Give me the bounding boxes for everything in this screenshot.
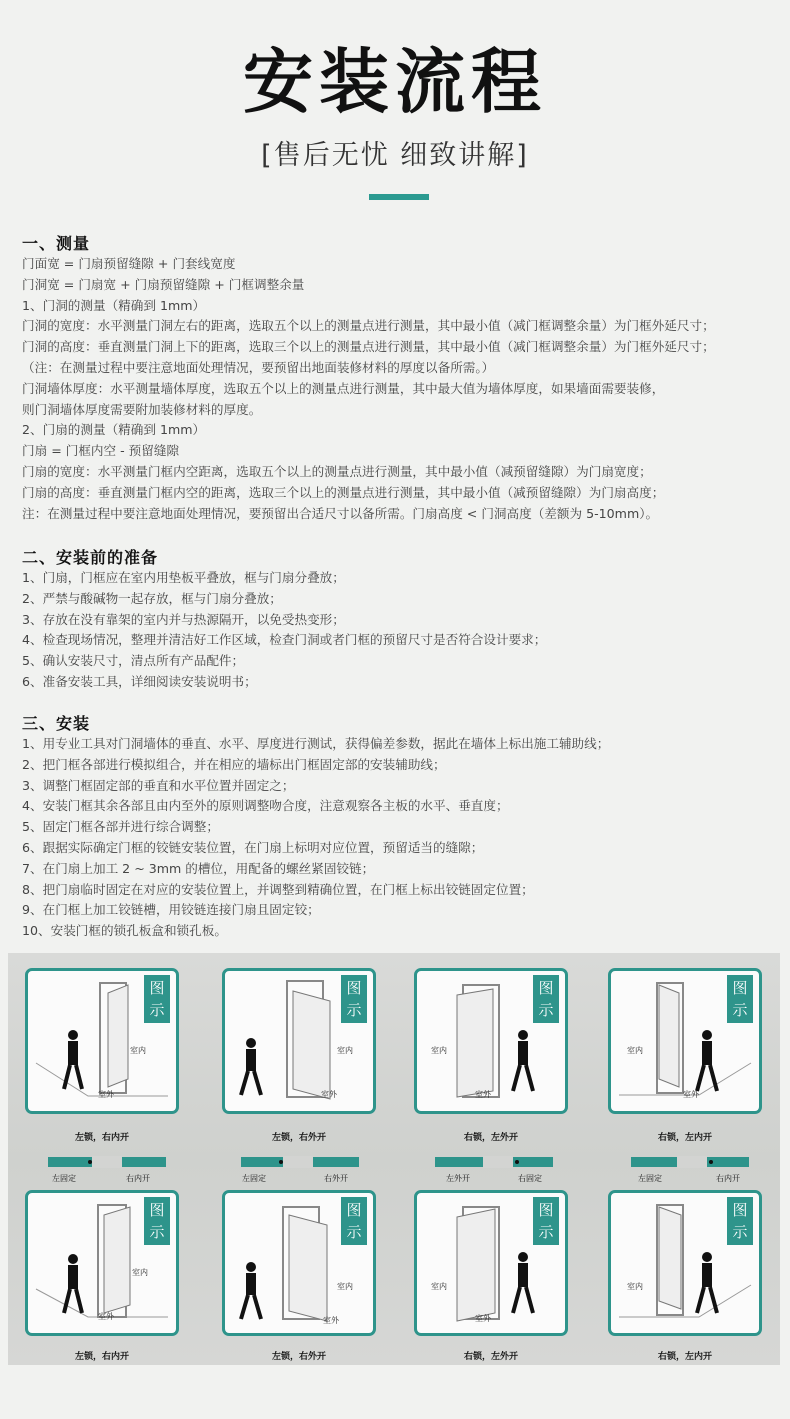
illustration-badge: 图 示 <box>144 1197 170 1245</box>
text-line: 4、检查现场情况，整理并清洁好工作区域，检查门洞或者门框的预留尺寸是否符合设计要求； <box>22 632 547 648</box>
page-title: 安装流程 <box>243 41 547 123</box>
text-line: 门面宽 = 门扇预留缝隙 + 门套线宽度 <box>22 256 236 271</box>
door-diagram-card <box>25 1190 179 1336</box>
door-plan-view <box>435 1157 553 1167</box>
illustration-badge: 图 示 <box>533 975 559 1023</box>
text-line: 6、准备安装工具，详细阅读安装说明书； <box>22 673 257 689</box>
room-inside-label: 室内 <box>337 1282 353 1291</box>
door-diagram-panel <box>8 953 780 1365</box>
diagram-caption: 左锁，右内开 <box>74 1352 129 1362</box>
door-diagram-card <box>414 968 568 1114</box>
text-line: 2、门扇的测量（精确到 1mm） <box>22 422 206 438</box>
room-inside-label: 室内 <box>627 1282 643 1291</box>
door-diagram-card <box>222 968 376 1114</box>
door-plan-view <box>241 1157 359 1167</box>
text-line: 1、门扇，门框应在室内用垫板平叠放，框与门扇分叠放； <box>22 570 345 585</box>
text-line: 则门洞墙体厚度需要附加装修材料的厚度。 <box>22 401 262 417</box>
illustration-badge: 图 示 <box>341 1197 367 1245</box>
text-line: 门洞墙体厚度：水平测量墙体厚度，选取五个以上的测量点进行测量，其中最大值为墙体厚度，如果墙面需要装修， <box>22 380 665 396</box>
text-line: 门扇的宽度：水平测量门框内空距离，选取五个以上的测量点进行测量，其中最小值（减预留缝隙）为门扇宽度； <box>22 463 652 479</box>
illustration-badge: 图 示 <box>341 975 367 1023</box>
room-inside-label: 室内 <box>431 1046 447 1055</box>
room-inside-label: 室内 <box>132 1268 148 1277</box>
section-heading: 三、安装 <box>22 714 91 733</box>
plan-left-label: 左固定 <box>638 1174 662 1183</box>
room-outside-label: 室外 <box>321 1090 337 1099</box>
plan-right-label: 右外开 <box>324 1174 348 1183</box>
room-outside-label: 室外 <box>323 1316 339 1325</box>
diagram-caption: 右锁，左外开 <box>463 1352 518 1362</box>
page-subtitle: [售后无忧 细致讲解] <box>261 140 529 171</box>
room-outside-label: 室外 <box>475 1314 491 1323</box>
illustration-badge: 图 示 <box>727 975 753 1023</box>
plan-left-label: 左固定 <box>52 1174 76 1183</box>
plan-left-label: 左固定 <box>242 1174 266 1183</box>
room-inside-label: 室内 <box>337 1046 353 1055</box>
diagram-caption: 右锁，左内开 <box>657 1133 712 1143</box>
text-line: 门洞的宽度：水平测量门洞左右的距离，选取五个以上的测量点进行测量，其中最小值（减门框调整余量）为门框外延尺寸； <box>22 318 715 334</box>
door-diagram-card <box>414 1190 568 1336</box>
plan-right-label: 右内开 <box>716 1174 740 1183</box>
text-line: 4、安装门框其余各部且由内至外的原则调整吻合度，注意观察各主板的水平、垂直度； <box>22 798 509 814</box>
text-line: 门扇 = 门框内空 - 预留缝隙 <box>22 443 180 459</box>
diagram-caption: 右锁，左内开 <box>657 1352 712 1362</box>
text-line: 3、存放在没有靠架的室内并与热源隔开，以免受热变形； <box>22 611 345 627</box>
section-measure <box>22 234 782 524</box>
text-line: 3、调整门框固定部的垂直和水平位置并固定之； <box>22 777 295 793</box>
text-line: 1、门洞的测量（精确到 1mm） <box>22 297 206 313</box>
door-plan-view <box>631 1157 749 1167</box>
illustration-badge: 图 示 <box>144 975 170 1023</box>
door-plan-view <box>48 1157 166 1167</box>
text-line: （注：在测量过程中要注意地面处理情况，要预留出地面装修材料的厚度以备所需。） <box>22 359 495 375</box>
section-heading: 一、测量 <box>22 234 91 253</box>
text-line: 门洞的高度：垂直测量门洞上下的距离，选取三个以上的测量点进行测量，其中最小值（减门框调整余量）为门框外延尺寸； <box>22 339 715 355</box>
illustration-badge: 图 示 <box>727 1197 753 1245</box>
text-line: 5、固定门框各部并进行综合调整； <box>22 819 219 835</box>
section-preparation <box>22 548 782 693</box>
plan-right-label: 右内开 <box>126 1174 150 1183</box>
text-line: 9、在门框上加工铰链槽，用铰链连接门扇且固定铰； <box>22 902 320 918</box>
text-line: 门洞宽 = 门扇宽 + 门扇预留缝隙 + 门框调整余量 <box>22 276 305 292</box>
door-diagram-card <box>222 1190 376 1336</box>
door-diagram-card <box>608 1190 762 1336</box>
room-outside-label: 室外 <box>98 1090 114 1099</box>
room-outside-label: 室外 <box>98 1312 114 1321</box>
room-outside-label: 室外 <box>683 1090 699 1099</box>
door-diagram-card <box>608 968 762 1114</box>
section-heading: 二、安装前的准备 <box>22 548 159 567</box>
room-inside-label: 室内 <box>130 1046 146 1055</box>
text-line: 7、在门扇上加工 2 ~ 3mm 的槽位，用配备的螺丝紧固铰链； <box>22 860 375 876</box>
text-line: 门扇的高度：垂直测量门框内空的距离，选取三个以上的测量点进行测量，其中最小值（减预留缝隙）为门扇高度； <box>22 484 665 500</box>
room-inside-label: 室内 <box>627 1046 643 1055</box>
text-line: 10、安装门框的锁孔板盒和锁孔板。 <box>22 923 227 939</box>
text-line: 2、严禁与酸碱物一起存放，框与门扇分叠放； <box>22 590 282 606</box>
text-line: 8、把门扇临时固定在对应的安装位置上，并调整到精确位置，在门框上标出铰链固定位置； <box>22 881 534 897</box>
plan-left-label: 左外开 <box>446 1174 470 1183</box>
illustration-badge: 图 示 <box>533 1197 559 1245</box>
room-outside-label: 室外 <box>475 1090 491 1099</box>
diagram-caption: 右锁，左外开 <box>463 1133 518 1143</box>
text-line: 6、跟据实际确定门框的铰链安装位置，在门扇上标明对应位置，预留适当的缝隙； <box>22 839 484 855</box>
text-line: 2、把门框各部进行模拟组合，并在相应的墙标出门框固定部的安装辅助线； <box>22 756 446 772</box>
section-install <box>22 714 782 942</box>
text-line: 注：在测量过程中要注意地面处理情况，要预留出合适尺寸以备所需。门扇高度 < 门洞高度（差额为 5-10mm）。 <box>22 505 659 521</box>
diagram-caption: 左锁，右外开 <box>271 1133 326 1143</box>
plan-right-label: 右固定 <box>518 1174 542 1183</box>
diagram-caption: 左锁，右内开 <box>74 1133 129 1143</box>
title-divider <box>369 194 429 200</box>
diagram-caption: 左锁，右外开 <box>271 1352 326 1362</box>
text-line: 1、用专业工具对门洞墙体的垂直、水平、厚度进行测试，获得偏差参数，据此在墙体上标出施工辅助线； <box>22 736 610 751</box>
room-inside-label: 室内 <box>431 1282 447 1291</box>
text-line: 5、确认安装尺寸，清点所有产品配件； <box>22 653 245 669</box>
door-diagram-card <box>25 968 179 1114</box>
